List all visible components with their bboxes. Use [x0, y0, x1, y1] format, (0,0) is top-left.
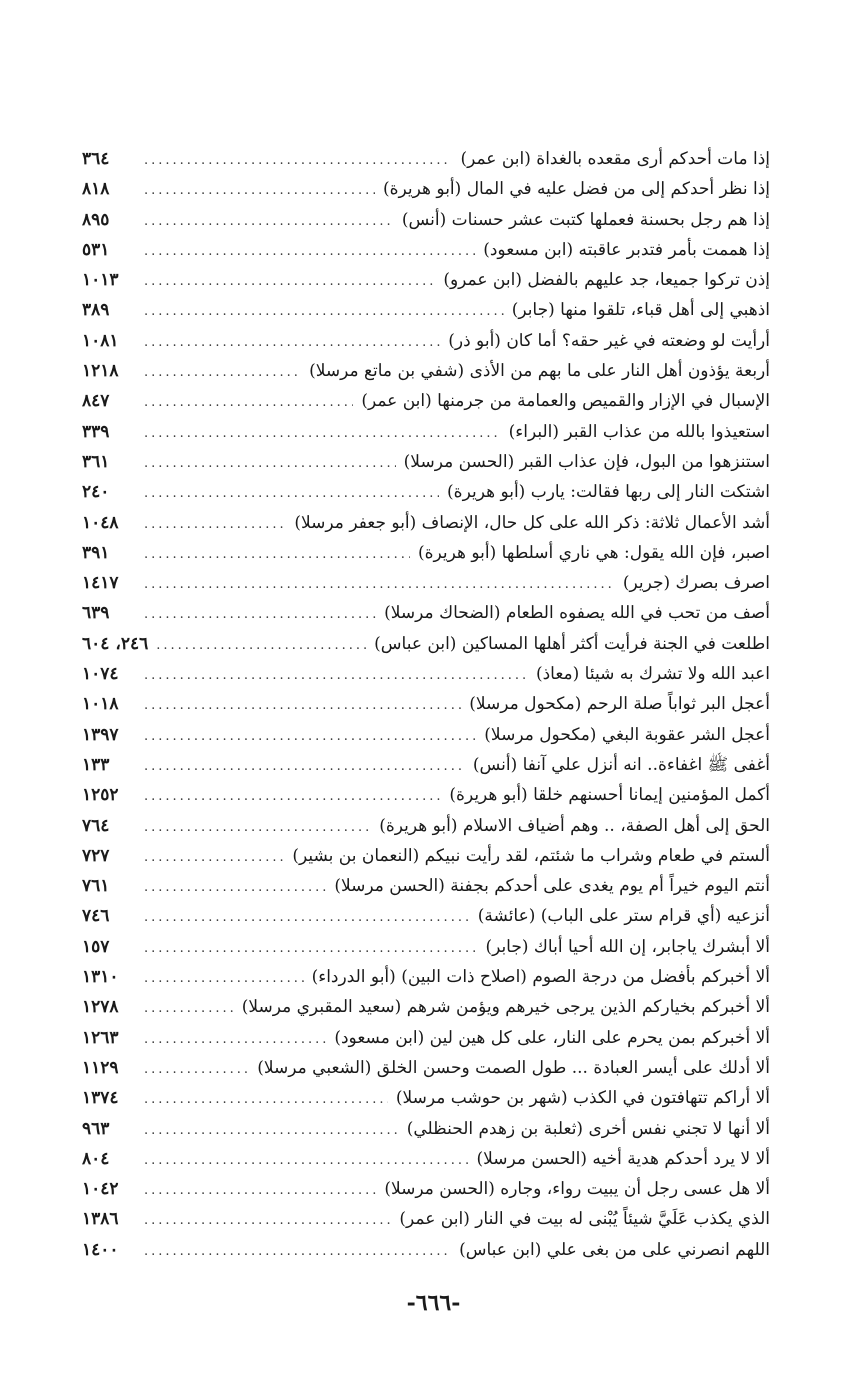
index-entry [82, 295, 770, 325]
entry-text: أكمل المؤمنين إيمانا أحسنهم خلقا (أبو هريرة) [449, 785, 770, 806]
dot-leader [144, 419, 501, 447]
index-entry [82, 841, 770, 871]
dot-leader [144, 813, 371, 841]
entry-page-number: ٨٤٧ [82, 391, 110, 412]
index-entry [82, 568, 770, 598]
entry-page-number: ١٣٨٦ [82, 1209, 119, 1230]
dot-leader [144, 1237, 451, 1265]
entry-text: الإسبال في الإزار والقميص والعمامة من جرمنها (ابن عمر) [361, 391, 770, 412]
index-entry [82, 174, 770, 204]
entry-page-number: ٦٣٩ [82, 603, 110, 624]
entry-text: ألا هل عسى رجل أن يبيت رواء، وجاره (الحسن مرسلا) [384, 1179, 770, 1200]
dot-leader [144, 328, 440, 356]
index-entry [82, 447, 770, 477]
entry-text: استعيذوا بالله من عذاب القبر (البراء) [508, 421, 770, 442]
dot-leader [144, 600, 376, 628]
entry-page-number: ١٤١٧ [82, 573, 119, 594]
entry-text: اصبر، فإن الله يقول: هي ناري أسلطها (أبو هريرة) [418, 542, 770, 563]
index-entry [82, 750, 770, 780]
entry-page-number: ٧٦١ [82, 876, 110, 897]
dot-leader [144, 540, 410, 568]
index-entry [82, 356, 770, 386]
index-entry [82, 144, 770, 174]
index-entry [82, 720, 770, 750]
entry-text: أرأيت لو وضعته في غير حقه؟ أما كان (أبو ذر) [448, 330, 770, 351]
dot-leader [144, 994, 234, 1022]
index-entry [82, 538, 770, 568]
entry-page-number: ٣٦١ [82, 451, 110, 472]
entry-page-number: ١٣١٠ [82, 967, 119, 988]
dot-leader [144, 479, 439, 507]
entry-text: أعجل البر ثواباً صلة الرحم (مكحول مرسلا) [469, 694, 770, 715]
entry-text: أنتم اليوم خيراً أم يوم يغدى على أحدكم بجفنة (الحسن مرسلا) [334, 876, 770, 897]
dot-leader [144, 297, 504, 325]
entry-text: ألا أخبركم بأفضل من درجة الصوم (اصلاح ذات البين) (أبو الدرداء) [311, 967, 770, 988]
entry-text: ألا أخبركم بخياركم الذين يرجى خيرهم ويؤمن شرهم (سعيد المقبري مرسلا) [241, 997, 770, 1018]
entry-text: اصرف بصرك (جرير) [622, 573, 770, 594]
index-entry [82, 508, 770, 538]
index-entry [82, 1053, 770, 1083]
dot-leader [144, 1025, 326, 1053]
index-entry [82, 962, 770, 992]
entry-text: أعجل الشر عقوبة البغي (مكحول مرسلا) [484, 724, 770, 745]
entry-text: أشد الأعمال ثلاثة: ذكر الله على كل حال، الإنصاف (أبو جعفر مرسلا) [294, 512, 770, 533]
entry-page-number: ٢٤٠ [82, 482, 110, 503]
index-entry [82, 1083, 770, 1113]
entry-text: ألا أنها لا تجني نفس أخرى (ثعلبة بن زهدم الحنظلي) [406, 1118, 770, 1139]
index-entry [82, 659, 770, 689]
index-entries-list [82, 144, 770, 1265]
dot-leader [144, 1206, 391, 1234]
entry-page-number: ٣٩١ [82, 542, 110, 563]
entry-page-number: ١٣٩٧ [82, 724, 119, 745]
entry-text: اعبد الله ولا تشرك به شيئا (معاذ) [535, 664, 770, 685]
entry-text: الحق إلى أهل الصفة، .. وهم أضياف الاسلام (أبو هريرة) [379, 815, 770, 836]
entry-page-number: ١٠١٣ [82, 270, 119, 291]
entry-text: إذا نظر أحدكم إلى من فضل عليه في المال (أبو هريرة) [383, 179, 770, 200]
index-entry [82, 932, 770, 962]
entry-page-number: ٨١٨ [82, 179, 110, 200]
index-entry [82, 1114, 770, 1144]
dot-leader [144, 934, 477, 962]
index-entry [82, 629, 770, 659]
dot-leader [144, 1055, 249, 1083]
dot-leader [144, 237, 475, 265]
index-entry [82, 1204, 770, 1234]
entry-page-number: ٣٦٤ [82, 149, 110, 169]
entry-page-number: ١٠٧٤ [82, 664, 119, 685]
entry-text: اللهم انصرني على من بغى علي (ابن عباس) [459, 1239, 770, 1260]
dot-leader [144, 388, 353, 416]
entry-text: أربعة يؤذون أهل النار على ما بهم من الأذى (شفي بن ماتع مرسلا) [309, 361, 770, 382]
index-entry [82, 1235, 770, 1265]
index-entry [82, 992, 770, 1022]
page-number: -٦٦٦- [406, 1290, 461, 1316]
entry-text: اذهبي إلى أهل قباء، تلقوا منها (جابر) [511, 300, 770, 321]
entry-text: إذا مات أحدكم أرى مقعده بالغداة (ابن عمر) [460, 149, 770, 169]
dot-leader [144, 510, 286, 538]
entry-page-number: ١٢٧٨ [82, 997, 119, 1018]
entry-page-number: ١٢٥٢ [82, 785, 119, 806]
entry-page-number: ١٠١٨ [82, 694, 119, 715]
dot-leader [144, 207, 394, 235]
entry-page-number: ٨٩٥ [82, 209, 110, 230]
entry-page-number: ١٢١٨ [82, 361, 119, 382]
entry-text: ألا أراكم تتهافتون في الكذب (شهر بن حوشب مرسلا) [395, 1088, 770, 1109]
entry-text: إذا هممت بأمر فتدبر عاقبته (ابن مسعود) [483, 239, 770, 260]
index-entry [82, 205, 770, 235]
entry-page-number: ١٥٧ [82, 936, 110, 957]
entry-text: إذن تركوا جميعا، جد عليهم بالفضل (ابن عمرو) [443, 270, 770, 291]
index-entry [82, 235, 770, 265]
entry-page-number: ١٠٨١ [82, 330, 119, 351]
index-entry [82, 417, 770, 447]
entry-page-number: ٨٠٤ [82, 1148, 110, 1169]
dot-leader [144, 661, 528, 689]
entry-page-number: ١٣٣ [82, 754, 110, 775]
dot-leader [144, 449, 396, 477]
entry-page-number: ١٠٤٨ [82, 512, 119, 533]
dot-leader [144, 691, 461, 719]
index-entry [82, 1144, 770, 1174]
entry-page-number: ٩٦٣ [82, 1118, 110, 1139]
entry-page-number: ١٤٠٠ [82, 1239, 119, 1260]
entry-text: أصف من تحب في الله يصفوه الطعام (الضحاك مرسلا) [384, 603, 770, 624]
dot-leader [144, 176, 375, 204]
dot-leader [144, 358, 301, 386]
entry-page-number: ٧٦٤ [82, 815, 110, 836]
dot-leader [144, 722, 476, 750]
entry-text: أنزعيه (أي قرام ستر على الباب) (عائشة) [477, 906, 770, 927]
dot-leader [144, 1176, 376, 1204]
entry-text: اطلعت في الجنة فرأيت أكثر أهلها المساكين (ابن عباس) [374, 633, 770, 654]
dot-leader [144, 1085, 388, 1113]
entry-text: ألا أدلك على أيسر العبادة ... طول الصمت وحسن الخلق (الشعبي مرسلا) [257, 1057, 770, 1078]
dot-leader [144, 146, 452, 174]
entry-text: اشتكت النار إلى ربها فقالت: يارب (أبو هريرة) [447, 482, 770, 503]
entry-page-number: ٧٢٧ [82, 845, 110, 866]
dot-leader [144, 1116, 399, 1144]
entry-page-number: ٢٤٦، ٦٠٤ [82, 633, 149, 654]
dot-leader [144, 873, 326, 901]
entry-text: إذا هم رجل بحسنة فعملها كتبت عشر حسنات (أنس) [401, 209, 770, 230]
index-entry [82, 386, 770, 416]
dot-leader [156, 631, 366, 659]
entry-page-number: ١٢٦٣ [82, 1027, 119, 1048]
entry-page-number: ١١٢٩ [82, 1057, 119, 1078]
entry-page-number: ١٣٧٤ [82, 1088, 119, 1109]
dot-leader [144, 903, 470, 931]
entry-page-number: ٣٨٩ [82, 300, 110, 321]
dot-leader [144, 782, 441, 810]
index-entry [82, 265, 770, 295]
dot-leader [144, 267, 435, 295]
index-entry [82, 811, 770, 841]
entry-text: أغفى ﷺ اغفاءة.. انه أنزل علي آنفا (أنس) [472, 754, 770, 775]
entry-text: ألا أخبركم بمن يحرم على النار، على كل هين لين (ابن مسعود) [334, 1027, 770, 1048]
dot-leader [144, 964, 304, 992]
entry-text: الذي يكذب عَلَيَّ شيئاً يُبْنى له بيت في النار (ابن عمر) [399, 1209, 770, 1230]
dot-leader [144, 570, 615, 598]
entry-page-number: ٧٤٦ [82, 906, 110, 927]
index-entry [82, 780, 770, 810]
index-entry [82, 1023, 770, 1053]
entry-text: ألا أبشرك ياجابر، إن الله أحيا أباك (جابر) [485, 936, 770, 957]
entry-text: ألا لا يرد أحدكم هدية أخيه (الحسن مرسلا) [476, 1148, 770, 1169]
index-entry [82, 901, 770, 931]
dot-leader [144, 1146, 468, 1174]
index-entry [82, 477, 770, 507]
dot-leader [144, 843, 284, 871]
entry-page-number: ٣٣٩ [82, 421, 110, 442]
dot-leader [144, 752, 465, 780]
index-entry [82, 1174, 770, 1204]
entry-text: ألستم في طعام وشراب ما شئتم، لقد رأيت نبيكم (النعمان بن بشير) [292, 845, 770, 866]
index-entry [82, 326, 770, 356]
index-entry [82, 689, 770, 719]
index-entry [82, 598, 770, 628]
index-entry [82, 871, 770, 901]
entry-page-number: ٥٣١ [82, 239, 110, 260]
entry-page-number: ١٠٤٢ [82, 1179, 119, 1200]
entry-text: استنزهوا من البول، فإن عذاب القبر (الحسن مرسلا) [403, 451, 770, 472]
